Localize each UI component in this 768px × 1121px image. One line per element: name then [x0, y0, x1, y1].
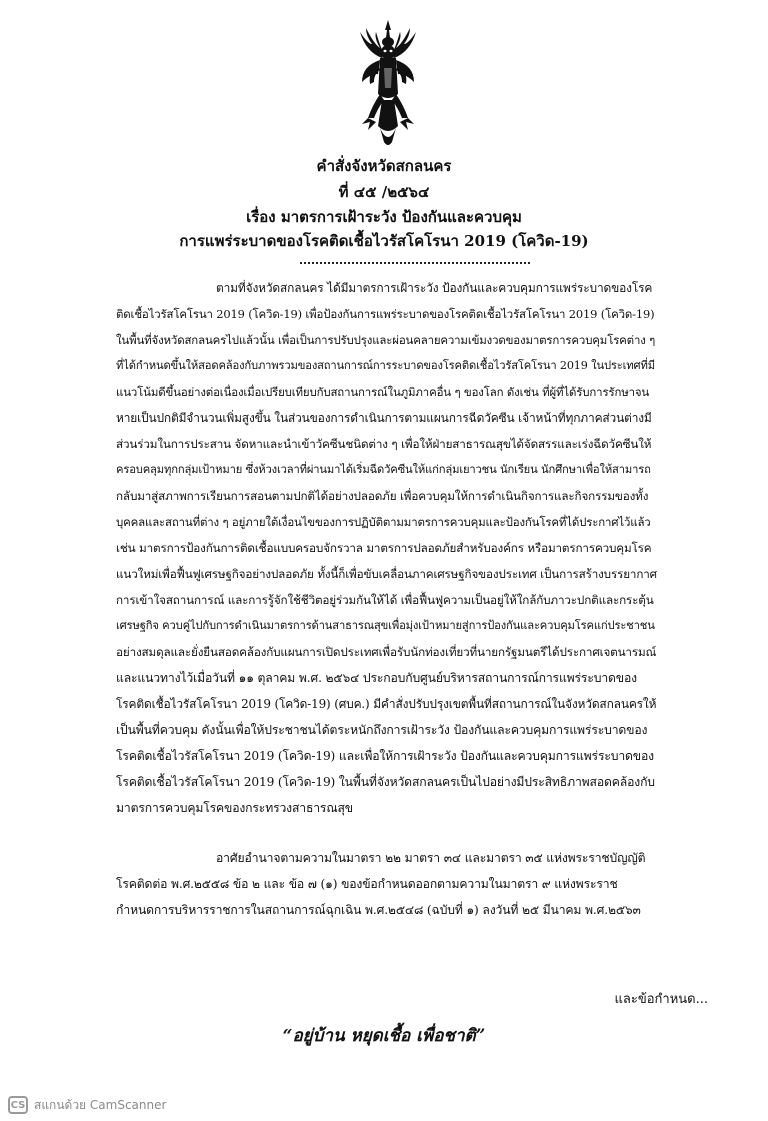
paragraph-line: และแนวทางไว้เมื่อวันที่ ๑๑ ตุลาคม พ.ศ. ๒๕๖๔ ประกอบกับศูนย์บริหารสถานการณ์การแพร่ระบาดของ [116, 671, 637, 685]
paragraph-line: ตามที่จังหวัดสกลนคร ได้มีมาตรการเฝ้าระวัง ป้องกันและควบคุมการแพร่ระบาดของโรค [216, 281, 653, 295]
paragraph-line: อาศัยอำนาจตามความในมาตรา ๒๒ มาตรา ๓๔ และมาตรา ๓๕ แห่งพระราชบัญญัติ [216, 851, 646, 865]
watermark-text: สแกนด้วย CamScanner [34, 1097, 167, 1112]
paragraph-line: ครอบคลุมทุกกลุ่มเป้าหมาย ซึ่งห้วงเวลาที่ผ่านมาได้เริ่มฉีดวัคซีนให้แก่กลุ่มเยาวชน นักเรียน นักศึกษาเพื่อให้สามารถ [116, 463, 651, 476]
slogan: “อยู่บ้าน หยุดเชื้อ เพื่อชาติ” [282, 1026, 486, 1046]
paragraph-line: ส่วนร่วมในการประสาน จัดหาและนำเข้าวัคซีนชนิดต่าง ๆ เพื่อให้ฝ่ายสาธารณสุขได้จัดสรรและเร่งฉีดวัคซีนให้ [116, 437, 652, 451]
order-title: คำสั่งจังหวัดสกลนคร [316, 157, 452, 175]
paragraph-line: โรคติดเชื้อไวรัสโคโรนา 2019 (โควิด-19) และเพื่อให้การเฝ้าระวัง ป้องกันและควบคุมการแพร่ระบาดของ [116, 749, 654, 763]
paragraph-line: ที่ได้กำหนดขึ้นให้สอดคล้องกับภาพรวมของสถานการณ์การระบาดของโรคติดเชื้อไวรัสโคโรนา 2019 ในประเทศที่มี [116, 359, 655, 372]
paragraph-line: โรคติดเชื้อไวรัสโคโรนา 2019 (โควิด-19) ในพื้นที่จังหวัดสกลนครเป็นไปอย่างมีประสิทธิภาพสอดคล้องกับ [116, 775, 655, 789]
camscanner-logo-icon: CS [8, 1096, 28, 1114]
paragraph-line: อย่างสมดุลและยั่งยืนสอดคล้องกับแผนการเปิดประเทศเพื่อรับนักท่องเที่ยวที่นายกรัฐมนตรีได้ประกาศเจตนารมณ์ [116, 645, 657, 659]
paragraph-line: กลับมาสู่สภาพการเรียนการสอนตามปกติได้อย่างปลอดภัย เพื่อควบคุมให้การดำเนินกิจการและกิจกรรมของทั้ง [116, 489, 649, 503]
order-subject-line1: เรื่อง มาตรการเฝ้าระวัง ป้องกันและควบคุม [246, 208, 522, 226]
paragraph-line: เป็นพื้นที่ควบคุม ดังนั้นเพื่อให้ประชาชนได้ตระหนักถึงการเฝ้าระวัง ป้องกันและควบคุมการแพร่ระบาดของ [116, 723, 648, 737]
order-number: ที่ ๔๕ /๒๕๖๔ [338, 183, 430, 201]
paragraph-line: ในพื้นที่จังหวัดสกลนครไปแล้วนั้น เพื่อเป็นการปรับปรุงและผ่อนคลายความเข้มงวดของมาตรการควบคุมโรคต่าง ๆ [116, 333, 656, 347]
paragraph-line: แนวโน้มดีขึ้นอย่างต่อเนื่องเมื่อเปรียบเทียบกับสถานการณ์ในภูมิภาคอื่น ๆ ของโลก ดังเช่น ที่ผู้ที่ได้รับการรักษาจน [116, 385, 650, 399]
paragraph-line: บุคคลและสถานที่ต่าง ๆ อยู่ภายใต้เงื่อนไขของการปฏิบัติตามมาตรการควบคุมและป้องกันโรคที่ได้ประกาศไว้แล้ว [116, 515, 651, 529]
separator-dotted-line [300, 262, 530, 264]
paragraph-line: มาตรการควบคุมโรคของกระทรวงสาธารณสุข [116, 801, 353, 815]
scanner-watermark [8, 1095, 166, 1115]
paragraph-line: กำหนดการบริหารราชการในสถานการณ์ฉุกเฉิน พ.ศ.๒๕๔๘ (ฉบับที่ ๑) ลงวันที่ ๒๕ มีนาคม พ.ศ.๒๕๖๓ [116, 903, 641, 917]
order-subject-line2: การแพร่ระบาดของโรคติดเชื้อไวรัสโคโรนา 2019 (โควิด-19) [179, 232, 589, 250]
paragraph-line: ติดเชื้อไวรัสโคโรนา 2019 (โควิด-19) เพื่อป้องกันการแพร่ระบาดของโรคติดเชื้อไวรัสโคโรนา 2019 (โควิด-19) [116, 307, 655, 321]
paragraph-line: โรคติดเชื้อไวรัสโคโรนา 2019 (โควิด-19) (ศบค.) มีคำสั่งปรับปรุงเขตพื้นที่สถานการณ์ในจังหวัดสกลนครให้ [116, 697, 657, 711]
paragraph-line: แนวใหม่เพื่อฟื้นฟูเศรษฐกิจอย่างปลอดภัย ทั้งนี้ก็เพื่อขับเคลื่อนภาคเศรษฐกิจของประเทศ เป็นการสร้างบรรยากาศ [116, 567, 657, 581]
paragraph-line: เศรษฐกิจ ควบคู่ไปกับการดำเนินมาตรการด้านสาธารณสุขเพื่อมุ่งเป้าหมายสู่การป้องกันและควบคุมโรคแก่ประชาชน [116, 619, 655, 632]
paragraph-line: โรคติดต่อ พ.ศ.๒๕๕๘ ข้อ ๒ และ ข้อ ๗ (๑) ของข้อกำหนดออกตามความในมาตรา ๙ แห่งพระราช [116, 877, 618, 891]
paragraph-line: เช่น มาตรการป้องกันการติดเชื้อแบบครอบจักรวาล มาตรการปลอดภัยสำหรับองค์กร หรือมาตรการควบคุมโรค [116, 541, 652, 555]
paragraph-line: หายเป็นปกติมีจำนวนเพิ่มสูงขึ้น ในส่วนของการดำเนินการตามแผนการฉีดวัคซีน เจ้าหน้าที่ทุกภาคส่วนต่างมี [116, 411, 652, 425]
continuation-text: และข้อกำหนด... [614, 992, 708, 1007]
garuda-emblem [358, 18, 418, 150]
paragraph-line: การเข้าใจสถานการณ์ และการรู้จักใช้ชีวิตอยู่ร่วมกันให้ได้ เพื่อฟื้นฟูความเป็นอยู่ให้ใกล้กับภาวะปกติและกระตุ้น [116, 593, 654, 607]
